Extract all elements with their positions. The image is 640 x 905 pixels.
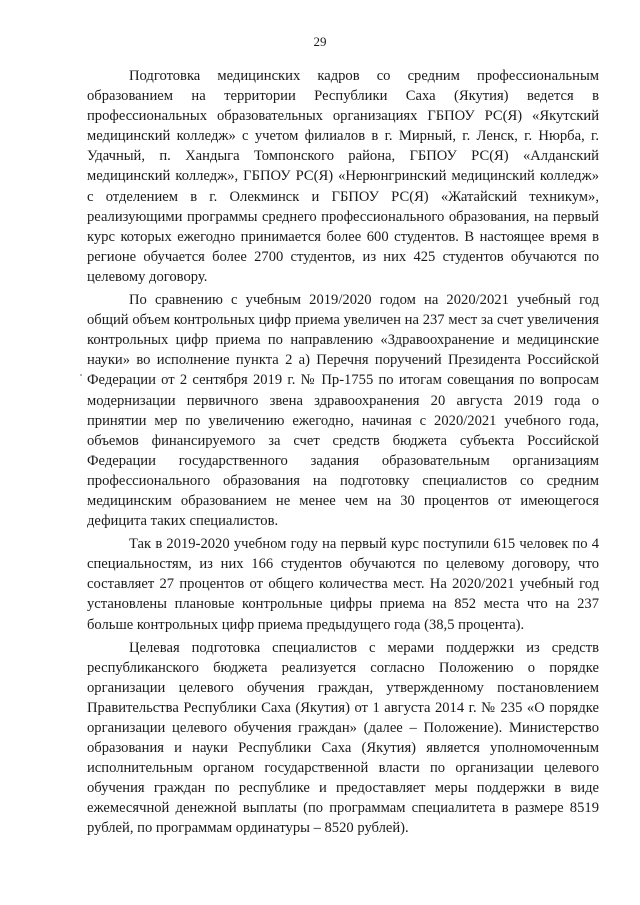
paragraph-training-colleges: Подготовка медицинских кадров со средним профессиональным образованием на территории Республики Саха (Якутия) ведется в профессиональных образовательных организациях ГБПОУ РС(Я) «Якутский медицинский колледж» с учетом филиалов в г. Мирный, г. Ленск, г. Нюрба, г. Удачный, п. Хандыга Томпонского района, ГБПОУ РС(Я) «Алданский медицинский колледж», ГБПОУ РС(Я) «Нерюнгринский медицинский колледж» с отделением в г. Олекминск и ГБПОУ РС(Я) «Жатайский техникум», реализующими программы среднего профессионального образования, на первый курс которых ежегодно принимается более 600 студентов. В настоящее время в регионе обучается более 2700 студентов, из них 425 студентов обучаются по целевому договору. (87, 68, 599, 285)
paragraph-enrollment-figures: Так в 2019-2020 учебном году на первый курс поступили 615 человек по 4 специальностям, из них 166 студентов обучаются по целевому договору, что составляет 27 процентов от общего количества мест. На 2020/2021 учебный год установлены плановые контрольные цифры приема на 852 места что на 237 больше контрольных цифр приема предыдущего года (38,5 процента). (87, 536, 599, 633)
margin-mark (80, 374, 82, 376)
document-body (87, 66, 599, 842)
paragraph-targeted-training: Целевая подготовка специалистов с мерами поддержки из средств республиканского бюджета реализуется согласно Положению о порядке организации целевого обучения граждан, утвержденному постановлением Правительства Республики Саха (Якутия) от 1 августа 2014 г. № 235 «О порядке организации целевого обучения граждан» (далее – Положение). Министерство образования и науки Республики Саха (Якутия) является уполномоченным исполнительным органом государственной власти по организации целевого обучения граждан по республике и предоставляет меры поддержки в виде ежемесячной денежной выплаты (по программам специалитета в размере 8519 рублей, по программам ординатуры – 8520 рублей). (87, 639, 599, 837)
paragraph-admission-increase: По сравнению с учебным 2019/2020 годом на 2020/2021 учебный год общий объем контрольных цифр приема увеличен на 237 мест за счет увеличения контрольных цифр приема по направлению «Здравоохранение и медицинские науки» во исполнение пункта 2 а) Перечня поручений Президента Российской Федерации от 2 сентября 2019 г. № Пр-1755 по итогам совещания по вопросам модернизации первичного звена здравоохранения 20 августа 2019 года о принятии мер по увеличению ежегодно, начиная с 2020/2021 учебного года, объемов финансируемого за счет средств бюджета субъекта Российской Федерации государственного задания образовательным организациям профессионального образования на подготовку специалистов со средним медицинским образованием не менее чем на 30 процентов от имеющегося дефицита таких специалистов. (87, 292, 599, 530)
page-number: 29 (313, 34, 327, 49)
